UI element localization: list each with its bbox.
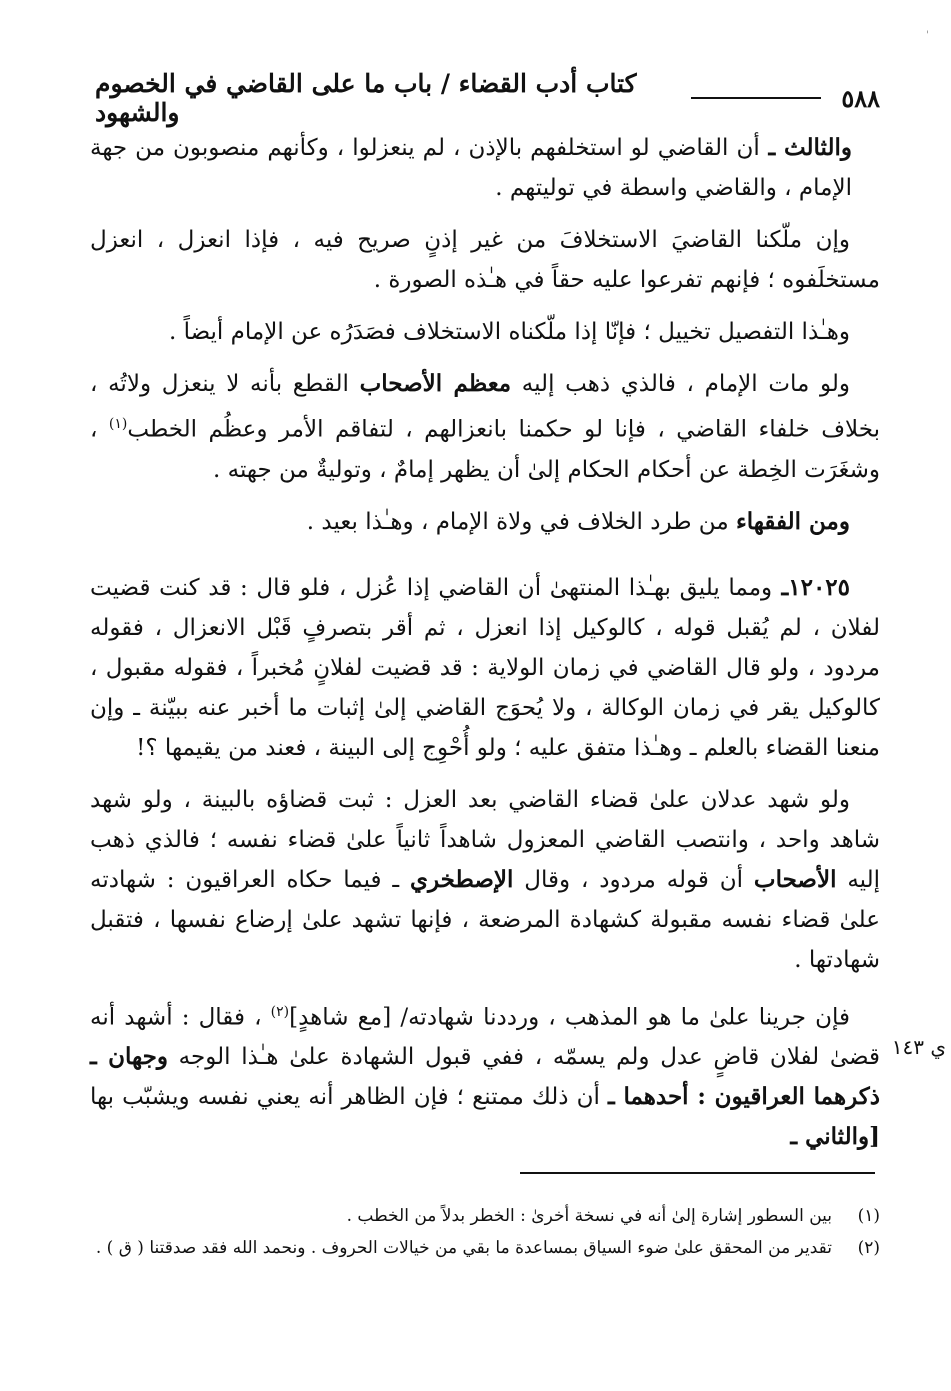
header-rule (691, 97, 821, 99)
paragraph (90, 364, 880, 490)
paragraph (90, 992, 880, 1158)
footnote-marker: (١) (108, 416, 128, 432)
footnote-marker: (٢) (270, 1003, 290, 1020)
bold-text: [والثاني ـ (790, 1123, 880, 1151)
text-run: أن القاضي لو استخلفهم بالإذن ، لم ينعزلوا ، وكأنهم منصوبون من جهة الإمام ، والقاضي واسطة في توليتهم . (90, 135, 852, 201)
bold-text: الأصحاب (753, 865, 837, 893)
page-number: ٥٨٨ (841, 83, 880, 113)
bold-text: ومن الفقهاء (735, 507, 850, 535)
text-run: ولو مات الإمام ، فالذي ذهب إليه (511, 371, 850, 397)
paragraph (90, 128, 880, 208)
corner-mark: ' (926, 30, 929, 41)
margin-reference: ي ١٤٣ (891, 1035, 946, 1059)
body-text (90, 128, 880, 1169)
bold-text: وجهان ـ ذكرهما العراقيون : أحدهما ـ (90, 1043, 880, 1111)
text-run: وإن ملّكنا القاضيَ الاستخلافَ من غير إذنٍ صريح فيه ، فإذا انعزل ، انعزل مستخلَفوه ؛ فإنهم تفرعوا عليه حقاً في هـٰذه الصورة . (90, 227, 880, 293)
text-run: ، فقال : أشهد أنه قضىٰ لفلان قاضٍ عدل ولم يسمّه ، ففي قبول الشهادة علىٰ هـٰذا الوجه (90, 1004, 880, 1071)
bold-text: ١٢٠٢٥ـ (772, 573, 851, 601)
text-run: فإن جرينا علىٰ ما هو المذهب ، ورددنا شهادته/ [مع شاهدٍ] (289, 1004, 850, 1031)
paragraph (90, 502, 880, 542)
footnotes (90, 1202, 880, 1266)
footnote-rule (520, 1172, 875, 1174)
text-run: ولو شهد عدلان علىٰ قضاء القاضي بعد العزل : ثبت قضاؤه بالبينة ، ولو شهد شاهد واحد ، وانتصب القاضي المعزول شاهداً ثانياً علىٰ قضاء نفسه ؛ فالذي ذهب إليه (90, 786, 880, 893)
footnote-text: تقدير من المحقق علىٰ ضوء السياق بمساعدة ما بقي من خيالات الحروف . ونحمد الله فقد صدقتنا ( ق ) . (95, 1238, 832, 1258)
page-header (95, 69, 880, 127)
paragraph (90, 568, 880, 768)
text-run: أن قوله مردود ، وقال (513, 866, 754, 893)
paragraph (90, 312, 880, 352)
bold-text: الإصطخري (409, 865, 514, 893)
footnote (90, 1234, 880, 1262)
paragraph (90, 780, 880, 980)
bold-text: معظم الأصحاب (359, 370, 512, 397)
bold-text: والثالث ـ (759, 134, 852, 161)
text-run: أن ذلك ممتنع ؛ فإن الظاهر أنه يعني نفسه ويشبّب بها (90, 1084, 608, 1111)
text-run: من طرد الخلاف في ولاة الإمام ، وهـٰذا بعيد . (306, 508, 736, 535)
text-run: القطع بأنه لا ينعزل ولاتُه ، بخلاف خلفاء القاضي ، فإنا لو حكمنا بانعزالهم ، لتفاقم الأمر وعظُم الخطب (90, 371, 881, 443)
footnote-text: بين السطور إشارة إلىٰ أنه في نسخة أخرىٰ : الخطر بدلاً من الخطب . (346, 1206, 832, 1226)
running-title: كتاب أدب القضاء / باب ما على القاضي في الخصوم والشهود (95, 69, 637, 127)
text-run: ، وشغَرَت الخِطة عن أحكام الحكام إلىٰ أن يظهر إمامٌ ، وتوليةٌ من جهته . (90, 416, 880, 483)
text-run: ـ فيما حكاه العراقيون : شهادته علىٰ قضاء نفسه مقبولة كشهادة المرضعة ، فإنها تشهد علىٰ إرضاع نفسها ، فتقبل شهادتها . (90, 866, 880, 973)
paragraph (90, 220, 880, 300)
footnote-number: (٢) (857, 1238, 880, 1258)
text-run: وهـٰذا التفصيل تخييل ؛ فإنّا إذا ملّكناه الاستخلاف فصَدَرُه عن الإمام أيضاً . (168, 319, 850, 345)
text-run: ومما يليق بهـٰذا المنتهىٰ أن القاضي إذا عُزل ، فلو قال : قد كنت قضيت لفلان ، لم يُقبل قوله ، كالوكيل إذا انعزل ، ثم أقر بتصرفٍ قَبْل الانعزال ، فقوله مردود ، ولو قال القاضي في زمان الولاية : قد قضيت لفلانٍ مُخبراً ، فقوله مقبول ، كالوكيل يقر في زمان الوكالة ، ولا يُحوَج القاضي إلىٰ إثبات ما أخبر عنه ببيّنة ـ وإن منعنا القضاء بالعلم ـ وهـٰذا متفق عليه ؛ ولو أُحْوِج إلى البينة ، فعند من يقيمها ؟! (90, 574, 880, 761)
footnote-number: (١) (857, 1206, 880, 1226)
footnote (90, 1202, 880, 1230)
